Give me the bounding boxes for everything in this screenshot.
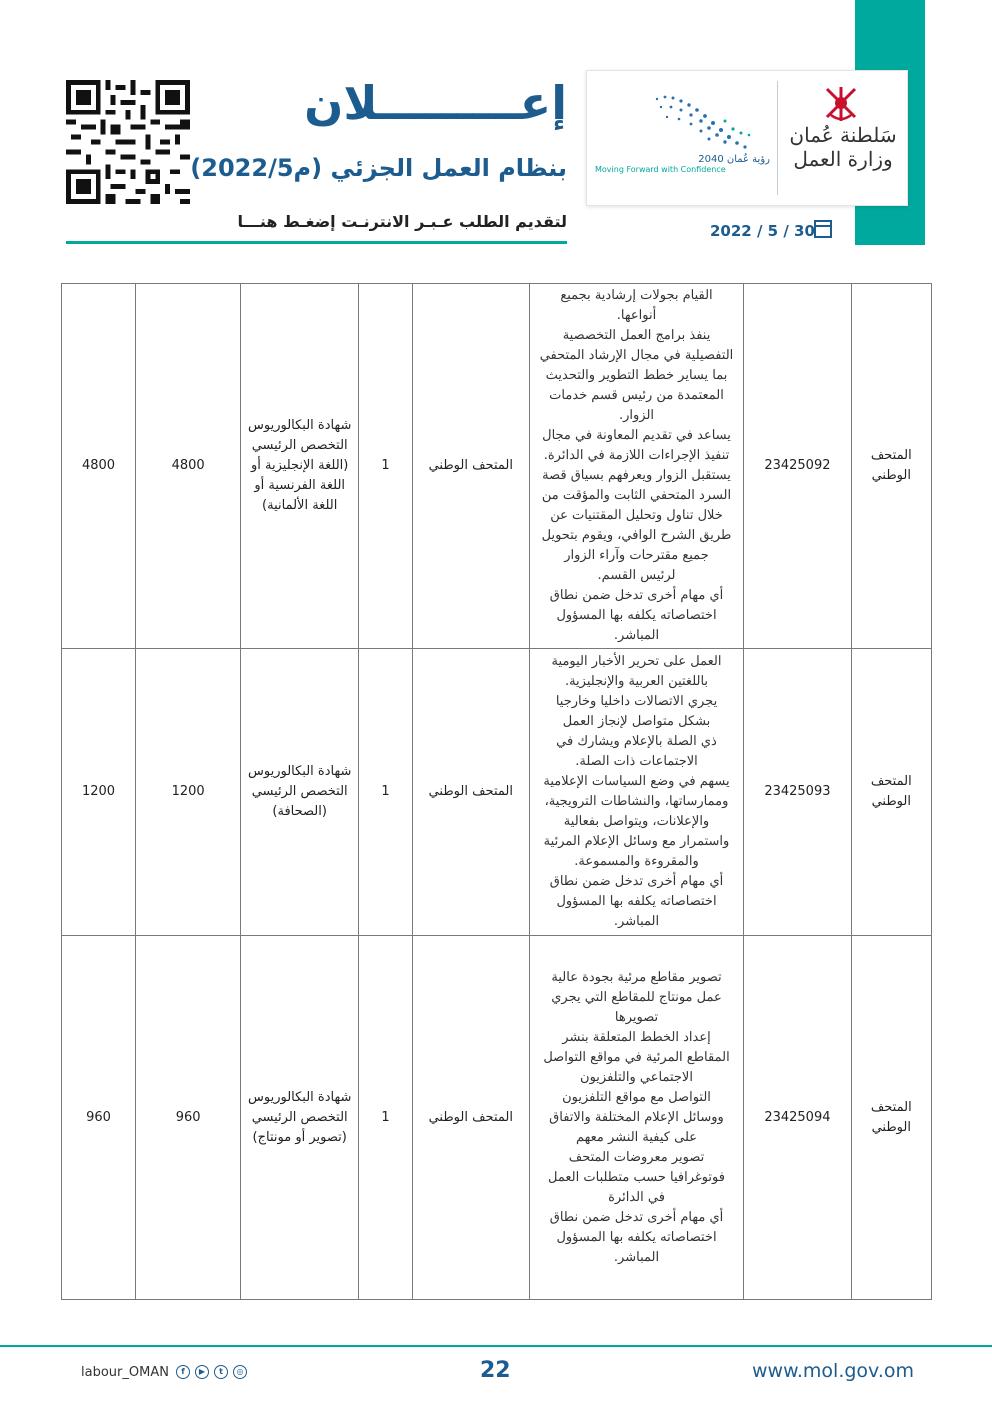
vision-2040-text <box>595 155 770 175</box>
qr-code-icon[interactable] <box>66 80 190 204</box>
task-line: المقاطع المرئية في مواقع التواصل <box>543 1049 730 1065</box>
employer-cell: المتحف الوطني <box>412 284 529 649</box>
task-line: أي مهام أخرى تدخل ضمن نطاق <box>549 588 724 603</box>
salary-cell: 1200 <box>62 649 136 936</box>
task-line: القيام بجولات إرشادية بجميع <box>560 288 713 303</box>
youtube-icon[interactable]: ▶ <box>195 1365 209 1379</box>
task-line: وممارساتها، والنشاطات الترويجية، <box>544 794 729 809</box>
task-line: السرد المتحفي الثابت والمؤقت من <box>541 488 732 503</box>
task-line: المباشر. <box>613 1249 660 1265</box>
task-line: خلال تناول وتحليل المقتنيات عن <box>550 508 723 523</box>
task-line: التواصل مع مواقع التلفزيون <box>562 1089 711 1105</box>
task-line: باللغتين العربية والإنجليزية. <box>564 674 709 689</box>
calendar-icon <box>814 220 832 238</box>
task-line: والإعلانات، ويتواصل بفعالية <box>563 814 710 829</box>
task-line: العمل على تحرير الأخبار اليومية <box>551 654 722 669</box>
task-line: على كيفية النشر معهم <box>575 1129 698 1145</box>
facebook-icon[interactable]: f <box>176 1365 190 1379</box>
task-line: أي مهام أخرى تدخل ضمن نطاق <box>549 1209 724 1225</box>
instagram-icon[interactable]: ◎ <box>233 1365 247 1379</box>
announcement-date: 2022 / 5 / 30 <box>710 222 815 240</box>
social-handle[interactable]: labour_OMAN <box>81 1365 169 1380</box>
task-line: اختصاصاته يكلفه بها المسؤول <box>556 1229 717 1245</box>
salary-cell: 4800 <box>136 284 241 649</box>
page-title: إعـــــــــلان <box>304 76 567 130</box>
oman-emblem-icon <box>819 81 863 125</box>
task-line: تصوير مقاطع مرئية بجودة عالية <box>551 969 722 985</box>
task-line: فوتوغرافيا حسب متطلبات العمل <box>548 1169 725 1185</box>
twitter-icon[interactable]: t <box>214 1365 228 1379</box>
task-line: أنواعها. <box>616 308 657 323</box>
tasks-cell <box>529 284 744 649</box>
salary-cell: 960 <box>62 936 136 1300</box>
task-line: المباشر. <box>613 914 660 929</box>
vision-title: رؤية عُمان 2040 <box>698 154 770 165</box>
task-line: طريق الشرح الوافي، ويقوم بتحويل <box>541 528 732 543</box>
job-title-cell: المتحف الوطني <box>851 936 931 1300</box>
task-line: واستمرار مع وسائل الإعلام المرئية <box>543 834 730 849</box>
task-line: يجري الاتصالات داخليا وخارجيا <box>555 694 718 709</box>
qualification-cell: شهادة البكالوريوس التخصص الرئيسي (تصوير أو مونتاج) <box>241 936 359 1300</box>
social-icons <box>176 1365 247 1379</box>
task-line: اختصاصاته يكلفه بها المسؤول <box>556 894 717 909</box>
qualification-cell: شهادة البكالوريوس التخصص الرئيسي (اللغة الإنجليزية أو اللغة الفرنسية أو اللغة الألمانية) <box>241 284 359 649</box>
task-line: في الدائرة <box>608 1189 665 1205</box>
task-line: المباشر. <box>613 628 660 643</box>
task-line: تصويرها <box>614 1009 659 1025</box>
task-line: ذي الصلة بالإعلام ويشارك في <box>556 734 717 749</box>
task-line: يسهم في وضع السياسات الإعلامية <box>543 774 730 789</box>
task-line: بما يساير خطط التطوير والتحديث <box>545 368 728 383</box>
job-code-cell: 23425093 <box>744 649 851 936</box>
task-line: الاجتماعي والتلفزيون <box>580 1069 693 1085</box>
task-line: جميع مقترحات وآراء الزوار <box>564 548 709 563</box>
ministry-name <box>787 123 899 171</box>
task-line: أي مهام أخرى تدخل ضمن نطاق <box>549 874 724 889</box>
task-line: إعداد الخطط المتعلقة بنشر <box>562 1029 711 1045</box>
tasks-cell <box>529 649 744 936</box>
website-link[interactable]: www.mol.gov.om <box>752 1360 914 1382</box>
page-number: 22 <box>480 1358 511 1383</box>
salary-cell: 1200 <box>136 649 241 936</box>
task-line: تصوير معروضات المتحف <box>568 1149 705 1165</box>
task-line: الاجتماعات ذات الصلة. <box>575 754 698 769</box>
vision-2040-logo <box>647 89 767 159</box>
task-line: بشكل متواصل لإنجاز العمل <box>562 714 711 729</box>
tasks-cell <box>529 936 744 1300</box>
task-line: تنفيذ الإجراءات اللازمة في الدائرة. <box>543 448 730 463</box>
task-line: اختصاصاته يكلفه بها المسؤول <box>556 608 717 623</box>
logo-divider <box>777 81 778 195</box>
count-cell: 1 <box>359 284 413 649</box>
logo-box <box>586 70 908 206</box>
employer-cell: المتحف الوطني <box>412 936 529 1300</box>
vision-subtitle: Moving Forward with Confidence <box>595 165 726 174</box>
task-line: ووسائل الإعلام المختلفة والاتفاق <box>549 1109 724 1125</box>
table-row <box>62 649 932 936</box>
qualification-cell: شهادة البكالوريوس التخصص الرئيسي (الصحافة) <box>241 649 359 936</box>
count-cell: 1 <box>359 649 413 936</box>
task-line: المعتمدة من رئيس قسم خدمات <box>549 388 724 403</box>
table-row <box>62 284 932 649</box>
task-line: ينفذ برامج العمل التخصصية <box>562 328 711 343</box>
count-cell: 1 <box>359 936 413 1300</box>
ministry-line-2: وزارة العمل <box>793 147 893 171</box>
job-title-cell: المتحف الوطني <box>851 284 931 649</box>
jobs-table <box>61 283 932 1300</box>
ministry-line-1: سَلطنة عُمان <box>789 123 897 147</box>
job-code-cell: 23425094 <box>744 936 851 1300</box>
job-code-cell: 23425092 <box>744 284 851 649</box>
task-line: التفصيلية في مجال الإرشاد المتحفي <box>539 348 734 363</box>
footer-divider <box>0 1345 992 1347</box>
task-line: يستقبل الزوار ويعرفهم بسياق قصة <box>542 468 731 483</box>
task-line: عمل مونتاج للمقاطع التي يجري <box>551 989 722 1005</box>
task-line: والمقروءة والمسموعة. <box>574 854 699 869</box>
job-title-cell: المتحف الوطني <box>851 649 931 936</box>
page-subtitle: بنظام العمل الجزئي (م2022/5) <box>190 154 567 182</box>
apply-underline <box>66 241 567 244</box>
employer-cell: المتحف الوطني <box>412 649 529 936</box>
table-row <box>62 936 932 1300</box>
apply-online-link[interactable]: لتقديم الطلب عـبـر الانترنـت إضغـط هنـــا <box>237 212 567 231</box>
salary-cell: 4800 <box>62 284 136 649</box>
task-line: الزوار. <box>618 408 655 423</box>
salary-cell: 960 <box>136 936 241 1300</box>
task-line: يساعد في تقديم المعاونة في مجال <box>542 428 731 443</box>
task-line: لرئيس القسم. <box>597 568 676 583</box>
